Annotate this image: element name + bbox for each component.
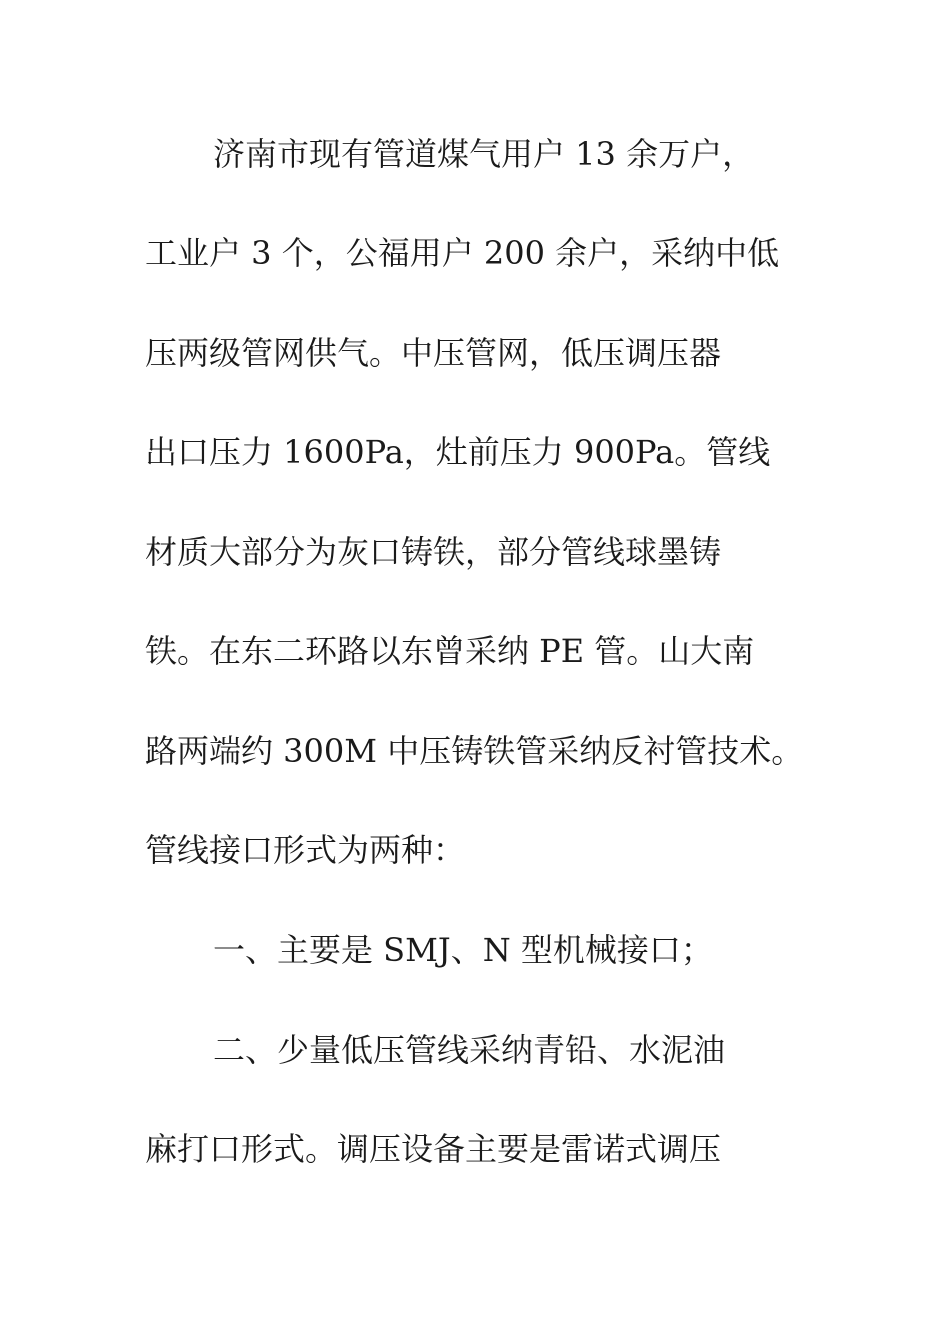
text-line-5: 材质大部分为灰口铸铁，部分管线球墨铸 (145, 533, 722, 571)
text-line-4: 出口压力 1600Pa，灶前压力 900Pa。管线 (145, 433, 771, 471)
text-line-9: 一、主要是 SMJ、N 型机械接口； (213, 931, 713, 969)
text-line-10: 二、少量低压管线采纳青铅、水泥油 (213, 1031, 726, 1069)
text-line-6: 铁。在东二环路以东曾采纳 PE 管。山大南 (145, 632, 755, 670)
text-line-3: 压两级管网供气。中压管网，低压调压器 (145, 334, 722, 372)
text-line-8: 管线接口形式为两种： (145, 831, 466, 869)
text-line-11: 麻打口形式。调压设备主要是雷诺式调压 (145, 1130, 722, 1168)
text-line-2: 工业户 3 个，公福用户 200 余户，采纳中低 (145, 234, 780, 272)
text-line-7: 路两端约 300M 中压铸铁管采纳反衬管技术。 (145, 732, 804, 770)
text-line-1: 济南市现有管道煤气用户 13 余万户， (213, 135, 755, 173)
